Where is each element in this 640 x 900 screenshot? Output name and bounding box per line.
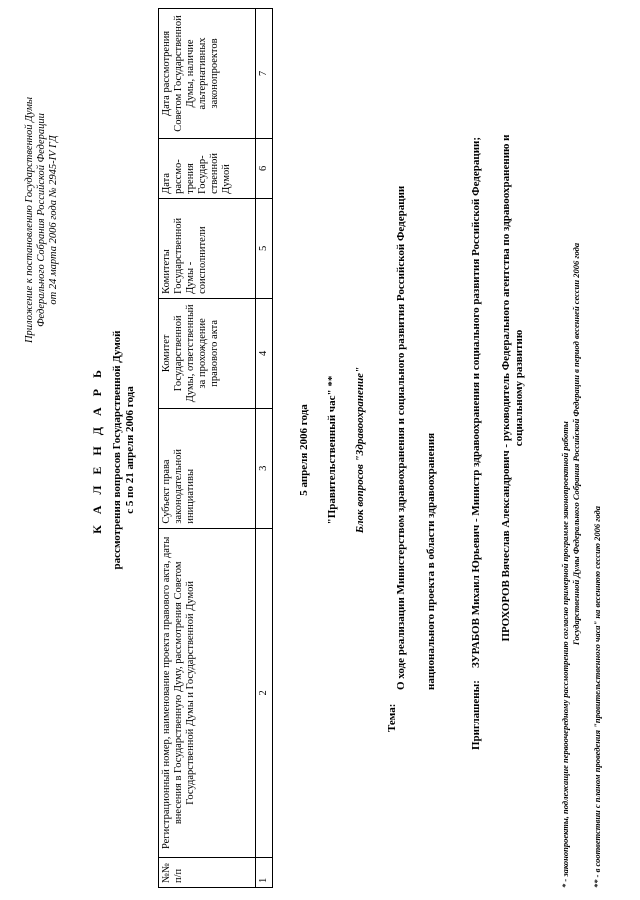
government-hour-heading: "Правительственный час" ** bbox=[326, 375, 338, 525]
invited-person: ЗУРАБОВ Михаил Юрьевич - Министр здравоохранения и социального развития Российской Федерации; bbox=[470, 136, 482, 668]
table-cell: 4 bbox=[256, 298, 273, 408]
topic-text: О ходе реализации Министерством здравоохранения и социального развития Российской Федерации национального проекта в области здравоохранения bbox=[395, 185, 437, 690]
invited-person: ПРОХОРОВ Вячеслав Александрович - руководитель Федерального агентства по здравоохранению и социальному развитию bbox=[500, 134, 525, 642]
table-cell: 3 bbox=[256, 408, 273, 528]
appendix-line-2: Федерального Собрания Российской Федерации bbox=[36, 113, 47, 327]
document-period: с 5 по 21 апреля 2006 года bbox=[124, 386, 136, 514]
table-number-row bbox=[256, 9, 273, 888]
column-header: №№ п/п bbox=[159, 858, 256, 888]
invited-list bbox=[470, 108, 526, 668]
column-header: Дата рассмотрения Советом Государственной Думы, наличие альтернативных законопроектов bbox=[159, 9, 256, 139]
footnote-1-continuation: Государственной Думы Федерального Собрания Российской Федерации в период весенней сессии 2006 года bbox=[571, 242, 581, 646]
question-block-heading: Блок вопросов "Здравоохранение" bbox=[354, 366, 366, 534]
table-header-row bbox=[159, 9, 256, 888]
calendar-table bbox=[158, 8, 273, 888]
appendix-note bbox=[24, 70, 60, 370]
column-header: Дата рассмо-трения Государ-ственной Думой bbox=[159, 138, 256, 198]
footnote-2: ** - в соответствии с планом проведения "правительственного часа" на весеннюю сессию 2006 года bbox=[592, 506, 602, 888]
document-subtitle: рассмотрения вопросов Государственной Думой bbox=[111, 330, 123, 570]
invited-label: Приглашены: bbox=[470, 680, 482, 750]
footnotes bbox=[560, 8, 603, 888]
topic-label: Тема: bbox=[386, 703, 398, 732]
title-block bbox=[90, 150, 137, 750]
footnote-1: * - законопроекты, подлежащие первоочередному рассмотрению согласно примерной программе законопроектной работы bbox=[560, 421, 570, 888]
table-cell: 7 bbox=[256, 9, 273, 139]
column-header: Регистрационный номер, наименование проекта правового акта, даты внесения в Государственную Думу, рассмотрения Советом Государственной Думы и Государственной Думой bbox=[159, 528, 256, 857]
table-cell: 2 bbox=[256, 528, 273, 857]
table-cell: 1 bbox=[256, 858, 273, 888]
table-cell: 5 bbox=[256, 198, 273, 298]
column-header: Комитет Государственной Думы, ответственный за прохождение правового акта bbox=[159, 298, 256, 408]
session-date: 5 апреля 2006 года bbox=[298, 404, 310, 496]
column-header: Субъект права законодательной инициативы bbox=[159, 408, 256, 528]
column-header: Комитеты Государственной Думы - соисполнители bbox=[159, 198, 256, 298]
table-cell: 6 bbox=[256, 138, 273, 198]
appendix-line-1: Приложение к постановлению Государственной Думы bbox=[24, 96, 35, 344]
document-title: К А Л Е Н Д А Р Ь bbox=[90, 366, 104, 534]
appendix-line-3: от 24 марта 2006 года № 2945-IV ГД bbox=[48, 135, 59, 305]
